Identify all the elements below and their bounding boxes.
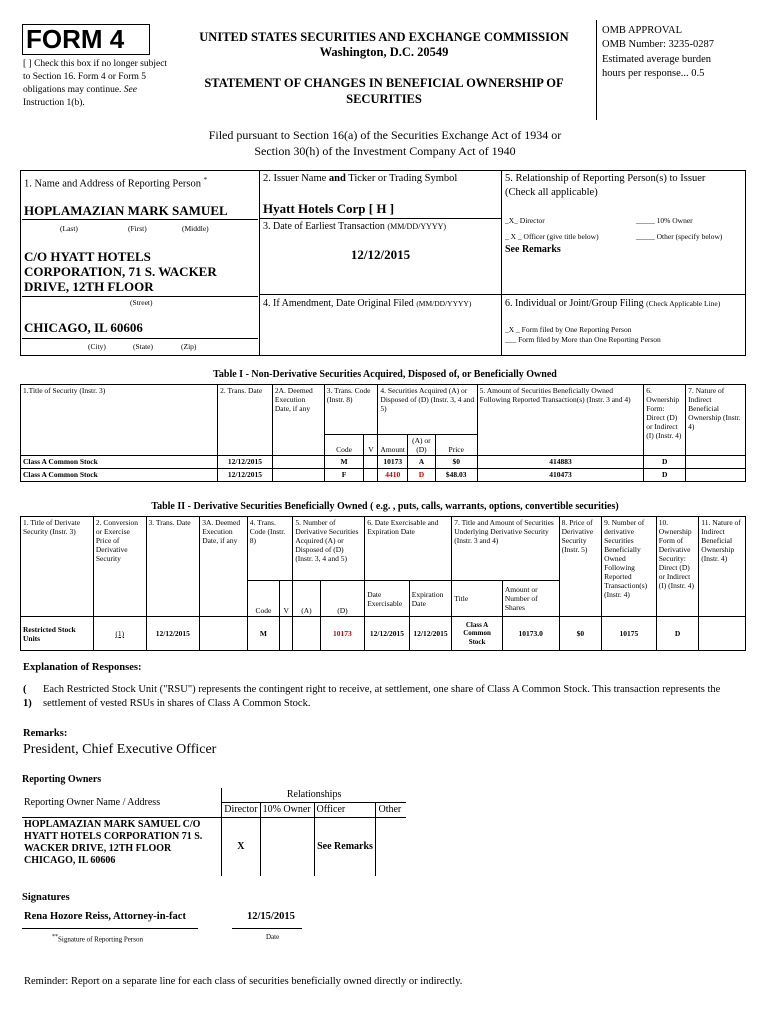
agency-name: UNITED STATES SECURITIES AND EXCHANGE COMMISSION (199, 30, 569, 44)
t2-r1-nature (699, 617, 746, 651)
owner-officer: See Remarks (314, 818, 376, 876)
t1-r2-nature (686, 469, 746, 482)
earliest-transaction-date: 12/12/2015 (350, 247, 411, 262)
t1-r1-deemed (272, 456, 324, 469)
t2-r1-title: Restricted Stock Units (21, 617, 94, 651)
see-remarks: See Remarks (505, 244, 561, 255)
t1-r1-form: D (644, 456, 686, 469)
t2-sub-amount: Amount or Number of Shares (502, 581, 559, 617)
t2-r1-price: $0 (559, 617, 602, 651)
issuer-box (259, 170, 502, 356)
t2-sub-v: V (280, 581, 293, 617)
statement-title: STATEMENT OF CHANGES IN BENEFICIAL OWNERSHIP OF SECURITIES (204, 76, 564, 106)
t2-col-underlying: 7. Title and Amount of Securities Underlying Derivative Security (Instr. 3 and 4) (452, 517, 559, 581)
t1-sub-aord: (A) or (D) (408, 435, 436, 456)
table-row (22, 818, 406, 876)
owner-other (376, 818, 406, 876)
t1-col-owned: 5. Amount of Securities Beneficially Owned Following Reported Transaction(s) (Instr. 3 and 4) (477, 385, 644, 456)
t2-sub-title: Title (452, 581, 503, 617)
relationship-sublabel: (Check all applicable) (505, 187, 598, 198)
street-underline (22, 296, 258, 297)
filing-label: 6. Individual or Joint/Group Filing (Check Applicable Line) (505, 298, 721, 309)
officer-checkbox[interactable]: _ X _ Officer (give title below) (505, 232, 599, 241)
remarks-heading: Remarks: (23, 728, 68, 739)
issuer-name: Hyatt Hotels Corp [ H ] (263, 201, 395, 216)
reminder-text: Reminder: Report on a separate line for each class of securities beneficially owned directly or indirectly. (24, 976, 463, 987)
amendment-label: 4. If Amendment, Date Original Filed (MM/DD/YYYY) (263, 298, 472, 309)
table1-title: Table I - Non-Derivative Securities Acquired, Disposed of, or Beneficially Owned (213, 369, 557, 380)
t1-r1-title: Class A Common Stock (21, 456, 218, 469)
t2-sub-expiration: Expiration Date (409, 581, 452, 617)
t1-r2-form: D (644, 469, 686, 482)
t2-r1-exercisable: 12/12/2015 (365, 617, 410, 651)
owner-ten (260, 818, 314, 876)
owners-col-other: Other (376, 803, 406, 818)
reporting-person-label: 1. Name and Address of Reporting Person * (24, 176, 208, 190)
t2-r1-code: M (247, 617, 279, 651)
t2-col-owned: 9. Number of derivative Securities Beneficially Owned Following Reported Transaction(s) (Instr. 4) (602, 517, 657, 617)
owners-col-relationships: Relationships (222, 788, 406, 803)
table2-title: Table II - Derivative Securities Beneficially Owned ( e.g. , puts, calls, warrants, options, convertible securities) (151, 501, 619, 512)
signature-line (22, 928, 198, 929)
zip-label: (Zip) (181, 342, 197, 351)
t2-col-form: 10. Ownership Form of Derivative Security: Direct (D) or Indirect (I) (Instr. 4) (656, 517, 699, 617)
form-title: FORM 4 (26, 24, 125, 54)
director-checkbox[interactable]: _X_ Director (505, 216, 545, 225)
t2-r1-form: D (656, 617, 699, 651)
table-row (21, 469, 746, 482)
t1-r1-nature (686, 456, 746, 469)
t1-r2-title: Class A Common Stock (21, 469, 218, 482)
city-label: (City) (88, 342, 106, 351)
check-box-instruction: [ ] Check this box if no longer subject to Section 16. Form 4 or Form 5 obligations may continue. See Instruction 1(b). (23, 59, 168, 108)
t1-r1-amount: 10173 (378, 456, 408, 469)
t1-r2-code: F (324, 469, 364, 482)
t1-r1-owned: 414883 (477, 456, 644, 469)
t2-sub-d: (D) (320, 581, 365, 617)
t2-col-price: 8. Price of Derivative Security (Instr. 5) (559, 517, 602, 617)
name-underline (22, 219, 258, 220)
t1-sub-v: V (364, 435, 378, 456)
owners-col-ten: 10% Owner (260, 803, 314, 818)
ten-percent-owner-checkbox[interactable]: _____ 10% Owner (636, 216, 693, 225)
t2-sub-code: Code (247, 581, 279, 617)
t1-r2-v (364, 469, 378, 482)
explanation-heading: Explanation of Responses: (23, 662, 142, 673)
t2-col-conversion: 2. Conversion or Exercise Price of Derivative Security (93, 517, 146, 617)
t1-r2-aord: D (408, 469, 436, 482)
reporting-person-city: CHICAGO, IL 60606 (24, 320, 143, 335)
street-label: (Street) (130, 298, 153, 307)
t1-r1-date: 12/12/2015 (218, 456, 273, 469)
agency-location: Washington, D.C. 20549 (319, 45, 449, 59)
signature-date: 12/15/2015 (247, 911, 295, 922)
t1-col-title: 1.Title of Security (Instr. 3) (21, 385, 218, 456)
owners-col-name: Reporting Owner Name / Address (22, 788, 222, 818)
reporting-person-street: C/O HYATT HOTELS CORPORATION, 71 S. WACKER DRIVE, 12TH FLOOR (24, 249, 217, 294)
t1-r1-price: $0 (435, 456, 477, 469)
owner-director: X (222, 818, 260, 876)
t2-r1-und-amount: 10173.0 (502, 617, 559, 651)
t2-col-date: 3. Trans. Date (146, 517, 200, 617)
t1-col-date: 2. Trans. Date (218, 385, 273, 456)
t1-sub-code: Code (324, 435, 364, 456)
t1-r1-v (364, 456, 378, 469)
filed-pursuant-line-2: Section 30(h) of the Investment Company Act of 1940 (254, 144, 516, 158)
issuer-label: 2. Issuer Name and Ticker or Trading Symbol (263, 173, 458, 184)
t2-sub-exercisable: Date Exercisable (365, 581, 410, 617)
t1-col-nature: 7. Nature of Indirect Beneficial Ownership (Instr. 4) (686, 385, 746, 456)
t2-col-code: 4. Trans. Code (Instr. 8) (247, 517, 293, 581)
middle-label: (Middle) (182, 224, 209, 233)
relationship-label: 5. Relationship of Reporting Person(s) to Issuer (505, 173, 706, 184)
t1-r2-price: $48.03 (435, 469, 477, 482)
footnote-marker: ( 1) (23, 684, 32, 709)
issuer-divider-1 (259, 218, 502, 219)
omb-number: OMB Number: 3235-0287 (602, 39, 714, 50)
owners-col-director: Director (222, 803, 260, 818)
last-label: (Last) (60, 224, 78, 233)
t1-r2-deemed (272, 469, 324, 482)
table1 (20, 384, 746, 482)
t2-sub-a: (A) (293, 581, 320, 617)
t2-r1-und-title: Class A Common Stock (452, 617, 503, 651)
footnote-text: Each Restricted Stock Unit ("RSU") represents the contingent right to receive, at settlement, one share of Class A Common Stock. This transaction represents the settlement of vested RSUs in shares of Class A Common Stock. (43, 684, 721, 709)
other-checkbox[interactable]: _____ Other (specify below) (636, 232, 723, 241)
t2-r1-date: 12/12/2015 (146, 617, 200, 651)
signature-label: **Signature of Reporting Person (52, 934, 143, 944)
omb-approval: OMB APPROVAL (602, 25, 683, 36)
filed-pursuant-line-1: Filed pursuant to Section 16(a) of the Securities Exchange Act of 1934 or (208, 128, 562, 142)
table2 (20, 516, 746, 651)
signatures-heading: Signatures (22, 892, 70, 903)
t2-col-number: 5. Number of Derivative Securities Acquired (A) or Disposed of (D) (Instr. 3, 4 and 5) (293, 517, 365, 581)
table-row (21, 456, 746, 469)
t1-r2-amount: 4410 (378, 469, 408, 482)
one-person-checkbox[interactable]: _X _ Form filed by One Reporting Person (505, 325, 632, 334)
date-line (232, 928, 302, 929)
omb-burden: Estimated average burden hours per response... 0.5 (602, 54, 712, 79)
footnote-1-link[interactable]: (1) (115, 629, 125, 638)
t2-r1-v (280, 617, 293, 651)
t2-col-nature: 11. Nature of Indirect Beneficial Ownership (Instr. 4) (699, 517, 746, 617)
state-label: (State) (133, 342, 153, 351)
t1-col-deemed: 2A. Deemed Execution Date, if any (272, 385, 324, 456)
t1-sub-amount: Amount (378, 435, 408, 456)
t1-col-code: 3. Trans. Code (Instr. 8) (324, 385, 378, 435)
table-row (21, 617, 746, 651)
issuer-divider-2 (259, 294, 746, 295)
t2-col-exercisable: 6. Date Exercisable and Expiration Date (365, 517, 452, 581)
date-label: Date (266, 933, 280, 941)
t2-col-title: 1. Title of Derivate Security (Instr. 3) (21, 517, 94, 617)
first-label: (First) (128, 224, 147, 233)
t2-r1-a (293, 617, 320, 651)
t1-sub-price: Price (435, 435, 477, 456)
t2-r1-owned: 10175 (602, 617, 657, 651)
t2-r1-expiration: 12/12/2015 (409, 617, 452, 651)
t1-col-form: 6. Ownership Form: Direct (D) or Indirect (I) (Instr. 4) (644, 385, 686, 456)
t2-r1-deemed (200, 617, 248, 651)
owner-name-address: HOPLAMAZIAN MARK SAMUEL C/O HYATT HOTELS CORPORATION 71 S. WACKER DRIVE, 12TH FLOOR CHICAGO, IL 60606 (22, 818, 222, 876)
t2-col-deemed: 3A. Deemed Execution Date, if any (200, 517, 248, 617)
t1-col-acquired: 4. Securities Acquired (A) or Disposed of (D) (Instr. 3, 4 and 5) (378, 385, 477, 435)
city-underline (22, 338, 258, 339)
t2-r1-d: 10173 (320, 617, 365, 651)
t1-r1-aord: A (408, 456, 436, 469)
t1-r2-owned: 410473 (477, 469, 644, 482)
omb-divider (596, 20, 597, 120)
remarks-text: President, Chief Executive Officer (23, 742, 217, 757)
owners-col-officer: Officer (314, 803, 376, 818)
owners-table (22, 788, 406, 876)
owners-heading: Reporting Owners (22, 774, 102, 785)
reporting-person-name: HOPLAMAZIAN MARK SAMUEL (24, 203, 228, 218)
t1-r2-date: 12/12/2015 (218, 469, 273, 482)
t1-r1-code: M (324, 456, 364, 469)
multi-person-checkbox[interactable]: ___ Form filed by More than One Reporting Person (505, 335, 661, 344)
signer-name: Rena Hozore Reiss, Attorney-in-fact (24, 911, 186, 922)
earliest-transaction-label: 3. Date of Earliest Transaction (MM/DD/YYYY) (263, 221, 447, 232)
